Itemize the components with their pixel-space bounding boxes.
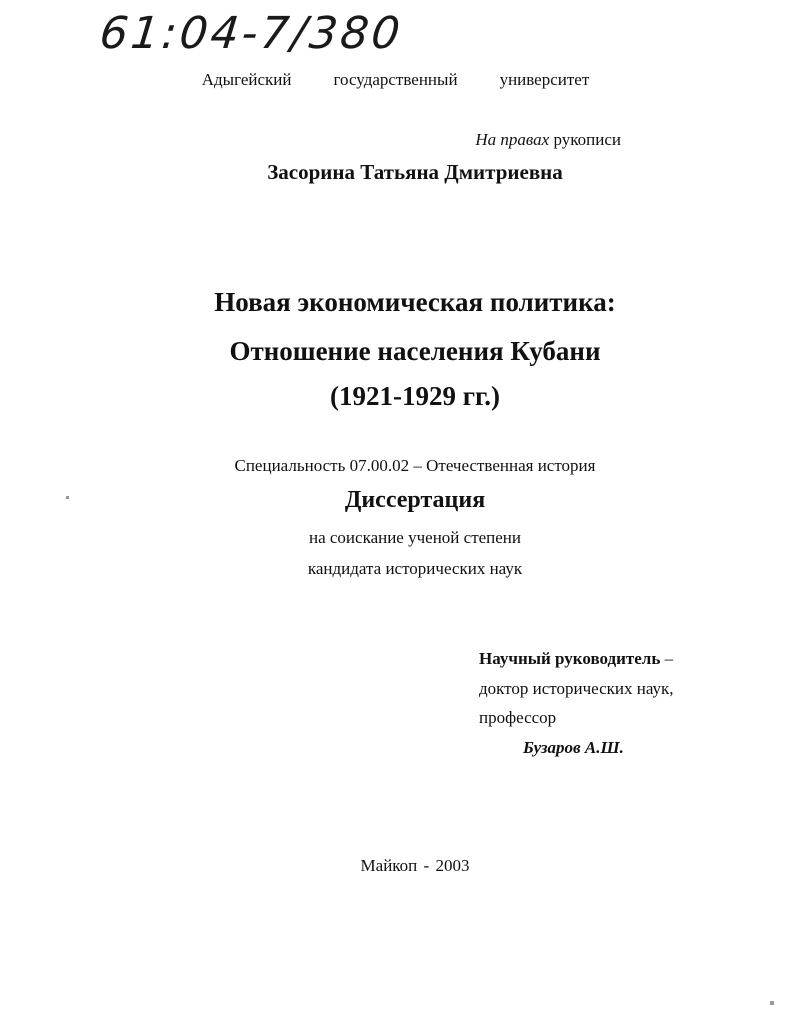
title-line-3: (1921-1929 гг.)	[330, 381, 500, 411]
footer-separator: -	[417, 856, 436, 875]
author-name: Засорина Татьяна Дмитриевна	[267, 160, 563, 184]
title-line-1: Новая экономическая политика:	[214, 287, 616, 317]
footer-city: Майкоп	[360, 856, 418, 875]
university-name	[0, 70, 791, 90]
degree-line-2: кандидата исторических наук	[307, 559, 523, 578]
manuscript-note-plain: рукописи	[553, 130, 621, 149]
supervisor-degree: доктор исторических наук,	[479, 679, 674, 698]
scan-speck	[770, 1001, 774, 1005]
title-line-2: Отношение населения Кубани	[229, 336, 601, 366]
supervisor-label: Научный руководитель	[479, 649, 661, 668]
footer-city-year	[0, 856, 791, 876]
university-word-1: Адыгейский	[201, 70, 292, 89]
supervisor-dash: –	[660, 649, 674, 668]
specialty: Специальность 07.00.02 – Отечественная история	[234, 456, 596, 475]
degree-line-1: на соискание ученой степени	[308, 528, 522, 547]
handwritten-catalog-number: 61:04-7/380	[97, 8, 406, 59]
footer-year: 2003	[435, 856, 470, 875]
manuscript-note	[475, 130, 621, 150]
manuscript-note-italic: На правах	[475, 130, 550, 149]
document-type: Диссертация	[344, 487, 486, 513]
scan-speck	[66, 496, 69, 499]
supervisor-name: Бузаров А.Ш.	[523, 738, 624, 757]
university-word-2: государственный	[333, 70, 458, 89]
supervisor-title: профессор	[479, 708, 557, 727]
university-word-3: университет	[499, 70, 590, 89]
supervisor-label-line	[479, 649, 673, 669]
